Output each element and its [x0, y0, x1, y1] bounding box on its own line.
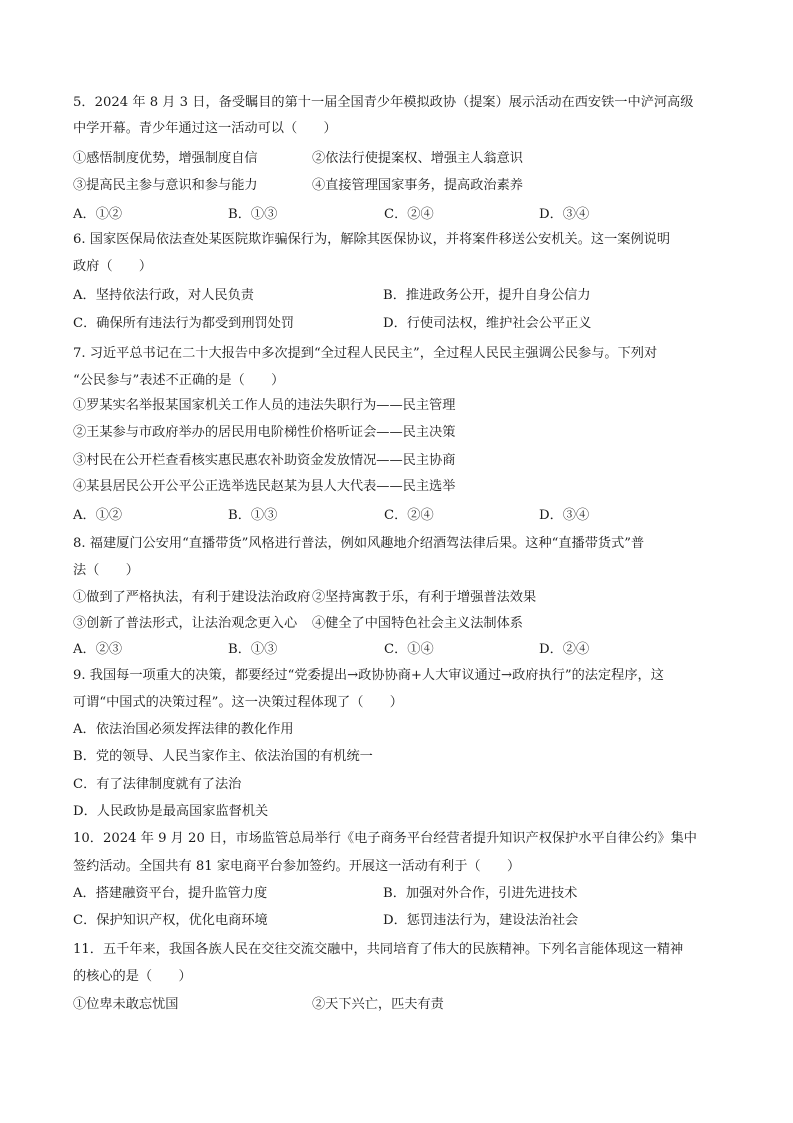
answer-option: D．③④ [539, 508, 590, 523]
answer-option: A．坚持依法行政，对人民负责 [73, 288, 254, 303]
question-stem-line: 法（ ） [73, 563, 139, 578]
question-stem-line: 5．2024 年 8 月 3 日，备受瞩目的第十一届全国青少年模拟政协（提案）展示活动在西安铁一中浐河高级 [73, 95, 694, 110]
statement-item: ②坚持寓教于乐，有利于增强普法效果 [312, 590, 537, 605]
answer-option: A．①② [73, 207, 123, 222]
answer-option: C．②④ [384, 508, 434, 523]
answer-option: A．搭建融资平台，提升监管力度 [73, 886, 268, 901]
question-stem-line: “公民参与”表述不正确的是（ ） [73, 373, 285, 388]
answer-option: A．②③ [73, 642, 123, 657]
answer-option: D．人民政协是最高国家监督机关 [73, 804, 269, 819]
question-stem-line: 11．五千年来，我国各族人民在交往交流交融中，共同培育了伟大的民族精神。下列名言能体现这一精神 [73, 942, 684, 957]
statement-item: ①位卑未敢忘忧国 [73, 997, 179, 1012]
question-stem-line: 8. 福建厦门公安用“直播带货”风格进行普法，例如风趣地介绍酒驾法律后果。这种“直播带货式”普 [73, 536, 645, 551]
question-stem-line: 9. 我国每一项重大的决策，都要经过“党委提出→政协协商+人大审议通过→政府执行”的法定程序，这 [73, 668, 664, 683]
statement-item: ①罗某实名举报某国家机关工作人员的违法失职行为——民主管理 [73, 398, 456, 413]
answer-option: C．②④ [384, 207, 434, 222]
statement-item: ③村民在公开栏查看核实惠民惠农补助资金发放情况——民主协商 [73, 453, 456, 468]
statement-item: ③提高民主参与意识和参与能力 [73, 178, 258, 193]
answer-option: D．②④ [539, 642, 590, 657]
statement-item: ④直接管理国家事务，提高政治素养 [312, 178, 523, 193]
question-stem-line: 签约活动。全国共有 81 家电商平台参加签约。开展这一活动有利于（ ） [73, 859, 521, 874]
question-stem-line: 6. 国家医保局依法查处某医院欺诈骗保行为，解除其医保协议，并将案件移送公安机关。这一案例说明 [73, 232, 671, 247]
answer-option: A．依法治国必须发挥法律的教化作用 [73, 722, 294, 737]
answer-option: D．惩罚违法行为，建设法治社会 [383, 913, 579, 928]
statement-item: ④健全了中国特色社会主义法制体系 [312, 616, 523, 631]
answer-option: C．确保所有违法行为都受到刑罚处罚 [73, 316, 295, 331]
statement-item: ②王某参与市政府举办的居民用电阶梯性价格听证会——民主决策 [73, 425, 456, 440]
answer-option: B．①③ [228, 642, 278, 657]
answer-option: B．加强对外合作，引进先进技术 [383, 886, 578, 901]
question-stem-line: 政府（ ） [73, 259, 153, 274]
answer-option: B．①③ [228, 508, 278, 523]
answer-option: C．①④ [384, 642, 434, 657]
answer-option: C．保护知识产权，优化电商环境 [73, 913, 268, 928]
answer-option: D．③④ [539, 207, 590, 222]
answer-option: A．①② [73, 508, 123, 523]
answer-option: B．党的领导、人民当家作主、依法治国的有机统一 [73, 749, 373, 764]
question-stem-line: 10．2024 年 9 月 20 日，市场监管总局举行《电子商务平台经营者提升知识产权保护水平自律公约》集中 [73, 831, 697, 846]
question-stem-line: 的核心的是（ ） [73, 969, 192, 984]
question-stem-line: 中学开幕。青少年通过这一活动可以（ ） [73, 121, 337, 136]
statement-item: ②依法行使提案权、增强主人翁意识 [312, 151, 523, 166]
statement-item: ①做到了严格执法，有利于建设法治政府 [73, 590, 311, 605]
question-stem-line: 7. 习近平总书记在二十大报告中多次提到“全过程人民民主”，全过程人民民主强调公民参与。下列对 [73, 346, 658, 361]
statement-item: ①感悟制度优势，增强制度自信 [73, 151, 258, 166]
statement-item: ④某县居民公开公平公正选举选民赵某为县人大代表——民主选举 [73, 479, 456, 494]
answer-option: B．①③ [228, 207, 278, 222]
statement-item: ②天下兴亡，匹夫有责 [312, 997, 444, 1012]
answer-option: C．有了法律制度就有了法治 [73, 777, 242, 792]
answer-option: B．推进政务公开，提升自身公信力 [383, 288, 591, 303]
answer-option: D．行使司法权，维护社会公平正义 [383, 316, 592, 331]
question-stem-line: 可谓“中国式的决策过程”。这一决策过程体现了（ ） [73, 695, 403, 710]
statement-item: ③创新了普法形式，让法治观念更入心 [73, 616, 298, 631]
